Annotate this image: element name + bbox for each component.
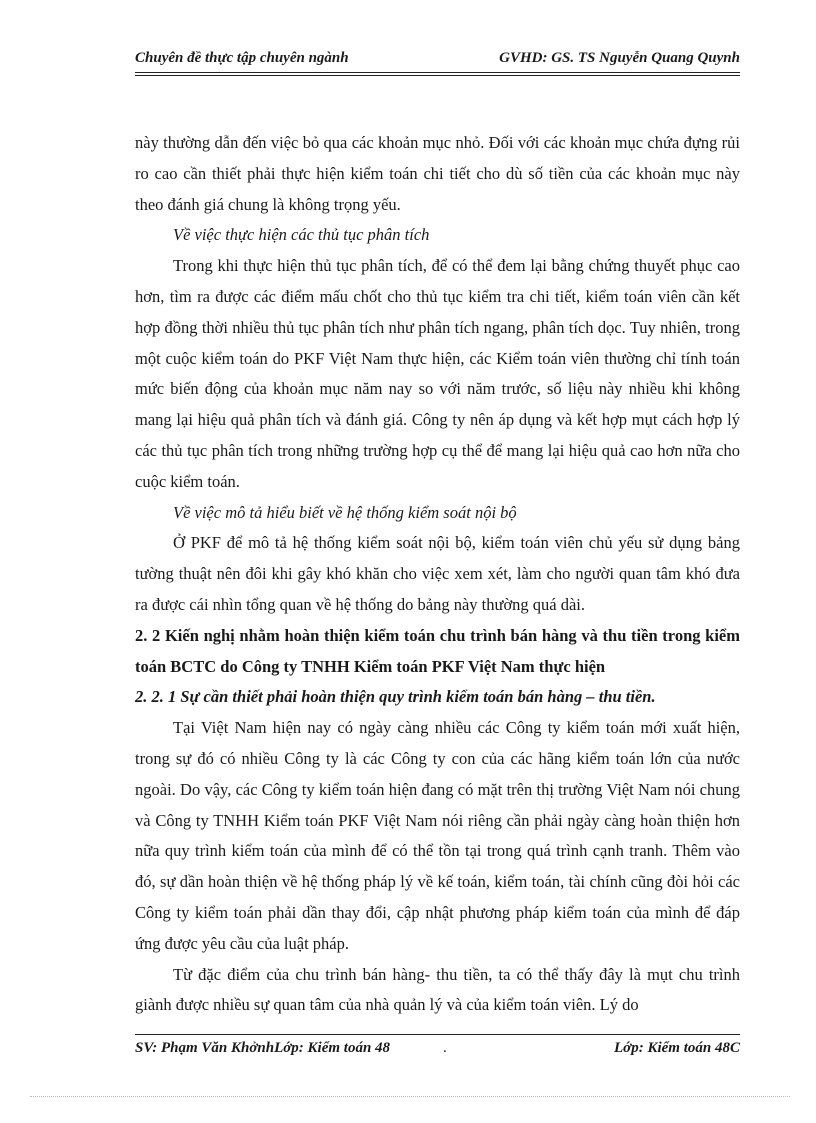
paragraph: Tại Việt Nam hiện nay có ngày càng nhiều các Công ty kiểm toán mới xuất hiện, trong sự đó có nhiều Công ty là các Công ty con của các hãng kiểm toán lớn của nước ngoài. Do vậy, các Công ty kiểm toán hiện đang có mặt trên thị trường Việt Nam nói chung và Công ty TNHH Kiểm toán PKF Việt Nam nói riêng cần phải ngày càng hoàn thiện hơn nữa quy trình kiểm toán của mình để có thể tồn tại trong quá trình cạnh tranh. Thêm vào đó, sự dần hoàn thiện về hệ thống pháp lý về kế toán, kiểm toán, tài chính cũng đòi hỏi các Công ty kiểm toán phải dần thay đổi, cập nhật phương pháp kiểm toán của mình để đáp ứng được yêu cầu của luật pháp. (135, 718, 740, 953)
footer-dot: . (443, 1040, 447, 1056)
subheading-italic: Về việc thực hiện các thủ tục phân tích (173, 225, 430, 245)
subsection-heading: 2. 2. 1 Sự cần thiết phải hoàn thiện quy trình kiểm toán bán hàng – thu tiền. (135, 687, 656, 707)
document-body (135, 128, 740, 1021)
footer-rule (135, 1034, 740, 1035)
paragraph: Từ đặc điểm của chu trình bán hàng- thu tiền, ta có thể thấy đây là mụt chu trình giành được nhiều sự quan tâm của nhà quản lý và của kiểm toán viên. Lý do (135, 964, 740, 1015)
header-rule (135, 72, 740, 73)
paragraph: này thường dẫn đến việc bỏ qua các khoản mục nhỏ. Đối với các khoản mục chứa đựng rủi ro cao cần thiết phải thực hiện kiểm toán chi tiết cho dù số tiền của các khoản mục này theo đánh giá chung là không trọng yếu. (135, 133, 740, 214)
section-heading: 2. 2 Kiến nghị nhằm hoàn thiện kiểm toán chu trình bán hàng và thu tiền trong kiểm toán BCTC do Công ty TNHH Kiểm toán PKF Việt Nam thực hiện (135, 625, 740, 676)
header-title: Chuyên đề thực tập chuyên ngành (135, 50, 349, 66)
footer-class: Lớp: Kiểm toán 48C (614, 1040, 740, 1056)
page-edge-dots (30, 1096, 790, 1097)
header-supervisor: GVHD: GS. TS Nguyễn Quang Quynh (499, 50, 740, 66)
paragraph: Trong khi thực hiện thủ tục phân tích, để có thể đem lại bằng chứng thuyết phục cao hơn, tìm ra được các điểm mấu chốt cho thủ tục kiểm tra chi tiết, kiểm toán viên cần kết hợp đồng thời nhiều thủ tục phân tích như phân tích ngang, phân tích dọc. Tuy nhiên, trong một cuộc kiểm toán do PKF Việt Nam thực hiện, các Kiểm toán viên thường chỉ tính toán mức biến động của khoản mục năm nay so với năm trước, số liệu này nhiều khi không mang lại hiệu quả phân tích và đánh giá. Công ty nên áp dụng và kết hợp mụt cách hợp lý các thủ tục phân tích trong những trường hợp cụ thể để mang lại hiệu quả cao hơn nữa cho cuộc kiểm toán. (135, 256, 740, 491)
subheading-italic: Về việc mô tả hiểu biết về hệ thống kiểm soát nội bộ (173, 502, 517, 522)
footer-student: SV: Phạm Văn KhởnhLớp: Kiểm toán 48 (135, 1040, 391, 1056)
paragraph: Ở PKF để mô tả hệ thống kiểm soát nội bộ, kiểm toán viên chủ yếu sử dụng bảng tường thuật nên đôi khi gây khó khăn cho việc xem xét, làm cho người quan tâm khó đưa ra được cái nhìn tổng quan về hệ thống do bảng này thường quá dài. (135, 533, 740, 614)
header-rule-thin (135, 75, 740, 76)
